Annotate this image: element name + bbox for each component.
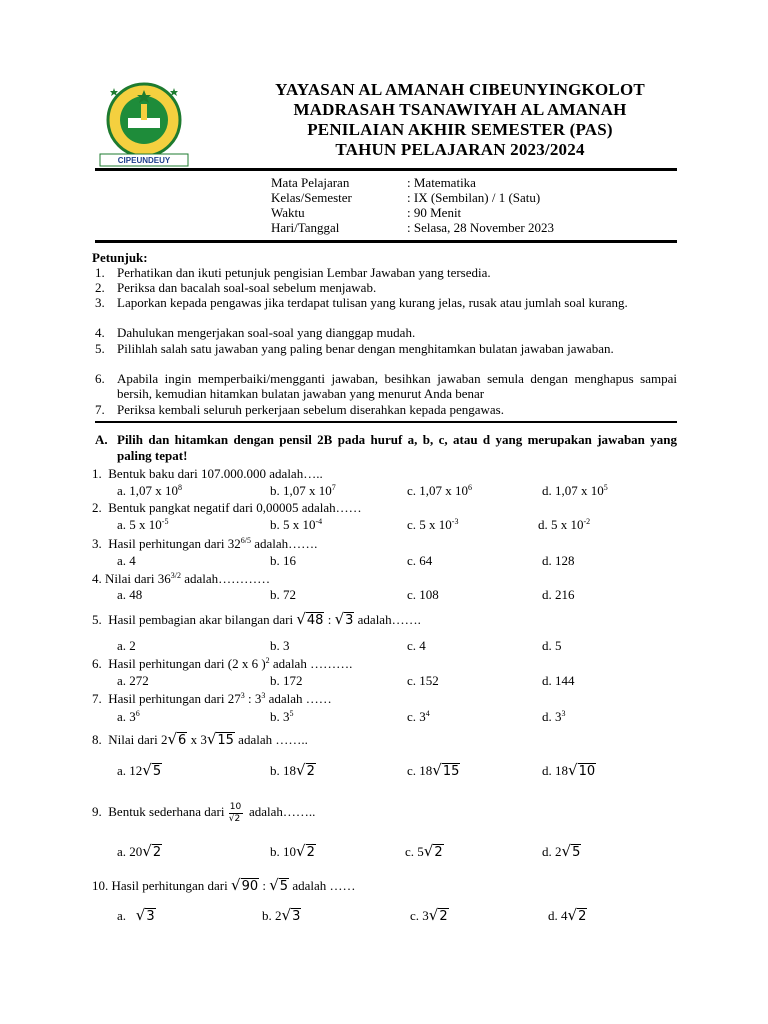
sqrt-48: √48 xyxy=(296,610,324,628)
info-label-date: Hari/Tanggal xyxy=(271,220,340,235)
header-line-1: YAYASAN AL AMANAH CIBEUNYINGKOLOT xyxy=(275,80,645,99)
option-5b[interactable]: b. 3 xyxy=(270,638,290,653)
instruction-item: Perhatikan dan ikuti petunjuk pengisian Lembar Jawaban yang tersedia. xyxy=(117,265,491,280)
instruction-item: Laporkan kepada pengawas jika terdapat tulisan yang kurang jelas, rusak atau jumlah soal kurang. xyxy=(117,295,628,310)
option-6a[interactable]: a. 272 xyxy=(117,673,149,688)
option-3b[interactable]: b. 16 xyxy=(270,553,296,568)
option-7c[interactable]: c. $3^4$ xyxy=(407,709,430,724)
option-10a[interactable]: a. √3 xyxy=(117,906,155,924)
logo-city-text: CIPEUNDEUY xyxy=(117,156,171,165)
info-value-time: : 90 Menit xyxy=(407,205,462,220)
header-line-3: PENILAIAN AKHIR SEMESTER (PAS) xyxy=(307,120,613,139)
instruction-item: Dahulukan mengerjakan soal-soal yang dianggap mudah. xyxy=(117,325,416,340)
option-1c[interactable]: c. 1,07 x $10^6$ xyxy=(407,483,473,498)
instruction-item: Periksa kembali seluruh perkerjaan sebelum diserahkan kepada pengawas. xyxy=(117,402,504,417)
option-7d[interactable]: d. $3^3$ xyxy=(542,709,566,724)
option-2b[interactable]: b. 5 x $10^{-4}$ xyxy=(270,517,323,532)
option-3d[interactable]: d. 128 xyxy=(542,553,575,568)
question-2: 2. Bentuk pangkat negatif dari 0,00005 adalah…… xyxy=(92,500,362,515)
option-4a[interactable]: a. 48 xyxy=(117,587,143,602)
option-4c[interactable]: c. 108 xyxy=(407,587,439,602)
section-rule xyxy=(95,421,677,423)
sqrt-3: √3 xyxy=(334,610,354,628)
question-8: 8. Nilai dari 2√6 x 3√15 adalah …….. xyxy=(92,730,308,748)
instruction-item: Apabila ingin memperbaiki/mengganti jawaban, besihkan jawaban semula dengan menghapus sampai bersih, kemudian hitamkan bulatan jawaban yang menurut Anda benar xyxy=(117,371,677,401)
info-value-date: : Selasa, 28 November 2023 xyxy=(407,220,554,235)
option-10d[interactable]: d. 4√2 xyxy=(548,906,587,924)
header-line-4: TAHUN PELAJARAN 2023/2024 xyxy=(335,140,585,159)
option-1a[interactable]: a. 1,07 x $10^8$ xyxy=(117,483,183,498)
instruction-number: 1. xyxy=(95,265,105,280)
instruction-number: 4. xyxy=(95,325,105,340)
header-line-2: MADRASAH TSANAWIYAH AL AMANAH xyxy=(293,100,627,119)
option-2c[interactable]: c. 5 x $10^{-3}$ xyxy=(407,517,459,532)
info-value-subject: : Matematika xyxy=(407,175,476,190)
option-2d[interactable]: d. 5 x $10^{-2}$ xyxy=(538,517,591,532)
option-9b[interactable]: b. 10√2 xyxy=(270,842,315,860)
option-8d[interactable]: d. 18√10 xyxy=(542,761,596,779)
question-9: 9. Bentuk sederhana dari $\frac{10}{√2}$ adalah…….. xyxy=(92,802,316,824)
question-7: 7. Hasil perhitungan dari $27^3$ : $3^3$ adalah …… xyxy=(92,691,332,706)
option-1b[interactable]: b. 1,07 x $10^7$ xyxy=(270,483,336,498)
instruction-item: Pilihlah salah satu jawaban yang paling benar dengan menghitamkan bulatan jawaban jawaban. xyxy=(117,341,614,356)
instruction-number: 6. xyxy=(95,371,105,386)
option-8a[interactable]: a. 12√5 xyxy=(117,761,162,779)
option-10b[interactable]: b. 2√3 xyxy=(262,906,301,924)
option-5d[interactable]: d. 5 xyxy=(542,638,562,653)
question-1: 1. Bentuk baku dari 107.000.000 adalah….. xyxy=(92,466,323,481)
info-label-time: Waktu xyxy=(271,205,305,220)
option-8c[interactable]: c. 18√15 xyxy=(407,761,460,779)
option-6d[interactable]: d. 144 xyxy=(542,673,575,688)
option-3a[interactable]: a. 4 xyxy=(117,553,136,568)
option-9d[interactable]: d. 2√5 xyxy=(542,842,581,860)
header-rule-bottom xyxy=(95,240,677,243)
option-6b[interactable]: b. 172 xyxy=(270,673,303,688)
info-value-class: : IX (Sembilan) / 1 (Satu) xyxy=(407,190,541,205)
option-7b[interactable]: b. $3^5$ xyxy=(270,709,294,724)
option-9c[interactable]: c. 5√2 xyxy=(405,842,443,860)
question-10: 10. Hasil perhitungan dari √90 : √5 adalah …… xyxy=(92,876,356,894)
question-5: 5. Hasil pembagian akar bilangan dari √48 : √3 adalah……. xyxy=(92,610,421,628)
instruction-number: 5. xyxy=(95,341,105,356)
option-7a[interactable]: a. $3^6$ xyxy=(117,709,140,724)
option-4b[interactable]: b. 72 xyxy=(270,587,296,602)
info-label-subject: Mata Pelajaran xyxy=(271,175,350,190)
option-2a[interactable]: a. 5 x $10^{-5}$ xyxy=(117,517,169,532)
option-5a[interactable]: a. 2 xyxy=(117,638,136,653)
instructions-title: Petunjuk: xyxy=(92,250,148,265)
option-4d[interactable]: d. 216 xyxy=(542,587,575,602)
fraction-numerator: 10 xyxy=(229,802,242,812)
option-3c[interactable]: c. 64 xyxy=(407,553,433,568)
instruction-item: Periksa dan bacalah soal-soal sebelum menjawab. xyxy=(117,280,377,295)
option-8b[interactable]: b. 18√2 xyxy=(270,761,315,779)
logo-emblem-icon xyxy=(92,80,196,168)
option-1d[interactable]: d. 1,07 x $10^5$ xyxy=(542,483,608,498)
header-rule-top xyxy=(95,168,677,171)
instruction-number: 7. xyxy=(95,402,105,417)
section-a-label: A. xyxy=(95,432,108,447)
option-10c[interactable]: c. 3√2 xyxy=(410,906,448,924)
option-9a[interactable]: a. 20√2 xyxy=(117,842,162,860)
instruction-number: 3. xyxy=(95,295,105,310)
question-3: 3. Hasil perhitungan dari $32^{6/5}$ adalah……. xyxy=(92,536,318,551)
question-4: 4. Nilai dari $36^{3/2}$ adalah………… xyxy=(92,571,271,586)
option-6c[interactable]: c. 152 xyxy=(407,673,439,688)
fraction-denominator: 2 xyxy=(234,814,241,824)
option-5c[interactable]: c. 4 xyxy=(407,638,426,653)
question-6: 6. Hasil perhitungan dari (2 x 6 )$^2$ adalah ………. xyxy=(92,656,353,671)
info-label-class: Kelas/Semester xyxy=(271,190,352,205)
instruction-number: 2. xyxy=(95,280,105,295)
school-logo xyxy=(92,80,196,168)
section-a-instruction: Pilih dan hitamkan dengan pensil 2B pada huruf a, b, c, atau d yang merupakan jawaban yang paling tepat! xyxy=(117,432,677,463)
